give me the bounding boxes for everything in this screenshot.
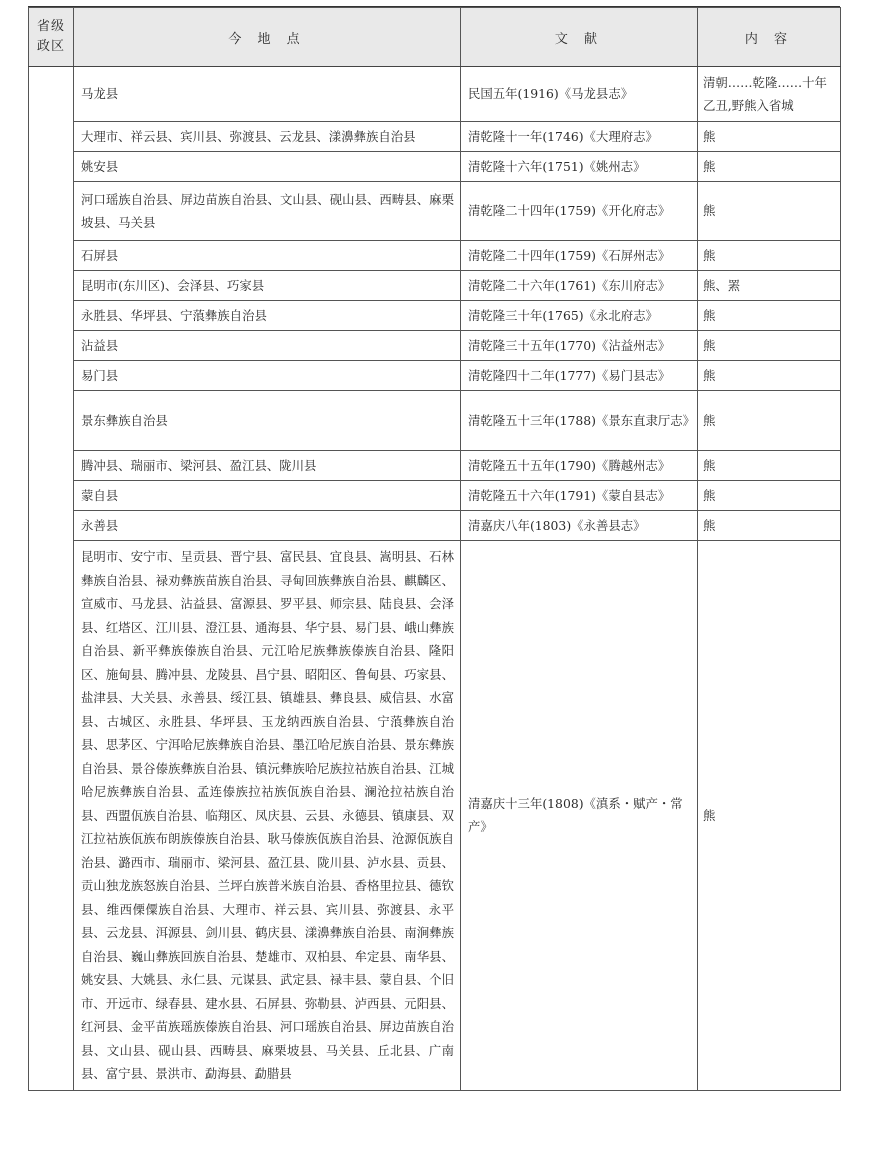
place-cell: 昆明市、安宁市、呈贡县、晋宁县、富民县、宜良县、嵩明县、石林彝族自治县、禄劝彝族苗族自治县、寻甸回族彝族自治县、麒麟区、宣威市、马龙县、沾益县、富源县、罗平县、师宗县、陆良县、会泽县、红塔区、江川县、澄江县、通海县、华宁县、易门县、峨山彝族自治县、新平彝族傣族自治县、元江哈尼族彝族傣族自治县、隆阳区、施甸县、腾冲县、龙陵县、昌宁县、昭阳区、鲁甸县、巧家县、盐津县、大关县、永善县、绥江县、镇雄县、彝良县、威信县、水富县、古城区、永胜县、华坪县、玉龙纳西族自治县、宁蒗彝族自治县、思茅区、宁洱哈尼族彝族自治县、墨江哈尼族自治县、景东彝族自治县、景谷傣族彝族自治县、镇沅彝族哈尼族拉祜族自治县、江城哈尼族彝族自治县、孟连傣族拉祜族佤族自治县、澜沧拉祜族自治县、西盟佤族自治县、临翔区、凤庆县、云县、永德县、镇康县、双江拉祜族佤族布朗族傣族自治县、耿马傣族佤族自治县、沧源佤族自治县、潞西市、瑞丽市、梁河县、盈江县、陇川县、泸水县、贡县、贡山独龙族怒族自治县、兰坪白族普米族自治县、香格里拉县、德钦县、维西傈僳族自治县、大理市、祥云县、宾川县、弥渡县、永平县、云龙县、洱源县、剑川县、鹤庆县、漾濞彝族自治县、南涧彝族自治县、巍山彝族回族自治县、楚雄市、双柏县、牟定县、南华县、姚安县、大姚县、永仁县、元谋县、武定县、禄丰县、蒙自县、个旧市、开远市、绿春县、建水县、石屏县、弥勒县、泸西县、元阳县、红河县、金平苗族瑶族傣族自治县、河口瑶族自治县、屏边苗族自治县、文山县、砚山县、西畴县、麻栗坡县、马关县、丘北县、广南县、富宁县、景洪市、勐海县、勐腊县 <box>74 541 461 1091</box>
table-row <box>29 122 841 152</box>
table-row <box>29 391 841 451</box>
table-row <box>29 67 841 122</box>
literature-cell: 清乾隆二十四年(1759)《开化府志》 <box>461 182 698 241</box>
header-place: 今 地 点 <box>74 8 461 67</box>
content-cell: 熊 <box>698 331 841 361</box>
content-cell: 熊 <box>698 391 841 451</box>
table-row <box>29 361 841 391</box>
content-cell: 熊、罴 <box>698 271 841 301</box>
table-row <box>29 182 841 241</box>
literature-cell: 清乾隆十六年(1751)《姚州志》 <box>461 152 698 182</box>
header-literature: 文 献 <box>461 8 698 67</box>
table-row <box>29 481 841 511</box>
table-row <box>29 241 841 271</box>
literature-cell: 清乾隆三十五年(1770)《沾益州志》 <box>461 331 698 361</box>
table-body <box>29 67 841 1091</box>
place-cell: 沾益县 <box>74 331 461 361</box>
place-cell: 蒙自县 <box>74 481 461 511</box>
literature-cell: 清嘉庆十三年(1808)《滇系・赋产・常产》 <box>461 541 698 1091</box>
place-cell: 永善县 <box>74 511 461 541</box>
content-cell: 熊 <box>698 182 841 241</box>
place-cell: 腾冲县、瑞丽市、梁河县、盈江县、陇川县 <box>74 451 461 481</box>
header-content: 内 容 <box>698 8 841 67</box>
literature-cell: 清乾隆二十四年(1759)《石屏州志》 <box>461 241 698 271</box>
header-province-line1: 省级 <box>36 19 65 34</box>
table-header <box>29 8 841 67</box>
table-row <box>29 301 841 331</box>
table-row <box>29 331 841 361</box>
content-cell: 熊 <box>698 481 841 511</box>
content-cell: 熊 <box>698 541 841 1091</box>
content-cell: 熊 <box>698 301 841 331</box>
place-cell: 石屏县 <box>74 241 461 271</box>
literature-cell: 清乾隆十一年(1746)《大理府志》 <box>461 122 698 152</box>
place-cell: 姚安县 <box>74 152 461 182</box>
table-row <box>29 271 841 301</box>
literature-cell: 清乾隆五十六年(1791)《蒙自县志》 <box>461 481 698 511</box>
content-cell: 熊 <box>698 511 841 541</box>
table-row <box>29 511 841 541</box>
place-cell: 永胜县、华坪县、宁蒗彝族自治县 <box>74 301 461 331</box>
content-cell: 熊 <box>698 241 841 271</box>
place-cell: 昆明市(东川区)、会泽县、巧家县 <box>74 271 461 301</box>
literature-cell: 清嘉庆八年(1803)《永善县志》 <box>461 511 698 541</box>
place-cell: 大理市、祥云县、宾川县、弥渡县、云龙县、漾濞彝族自治县 <box>74 122 461 152</box>
place-cell: 河口瑶族自治县、屏边苗族自治县、文山县、砚山县、西畴县、麻栗坡县、马关县 <box>74 182 461 241</box>
place-cell: 景东彝族自治县 <box>74 391 461 451</box>
header-province-line2: 政区 <box>36 39 65 54</box>
content-cell: 熊 <box>698 451 841 481</box>
content-cell: 熊 <box>698 361 841 391</box>
literature-cell: 清乾隆四十二年(1777)《易门县志》 <box>461 361 698 391</box>
content-cell: 清朝……乾隆……十年乙丑,野熊入省城 <box>698 67 841 122</box>
table-row <box>29 152 841 182</box>
literature-cell: 清乾隆二十六年(1761)《东川府志》 <box>461 271 698 301</box>
literature-cell: 清乾隆五十五年(1790)《腾越州志》 <box>461 451 698 481</box>
header-row <box>29 8 841 67</box>
table-row <box>29 451 841 481</box>
table-row <box>29 541 841 1091</box>
content-cell: 熊 <box>698 152 841 182</box>
place-cell: 马龙县 <box>74 67 461 122</box>
province-cell <box>29 67 74 1091</box>
header-province <box>29 8 74 67</box>
literature-cell: 清乾隆三十年(1765)《永北府志》 <box>461 301 698 331</box>
literature-cell: 民国五年(1916)《马龙县志》 <box>461 67 698 122</box>
place-cell: 易门县 <box>74 361 461 391</box>
gazetteer-table <box>28 7 841 1091</box>
content-cell: 熊 <box>698 122 841 152</box>
literature-cell: 清乾隆五十三年(1788)《景东直隶厅志》 <box>461 391 698 451</box>
